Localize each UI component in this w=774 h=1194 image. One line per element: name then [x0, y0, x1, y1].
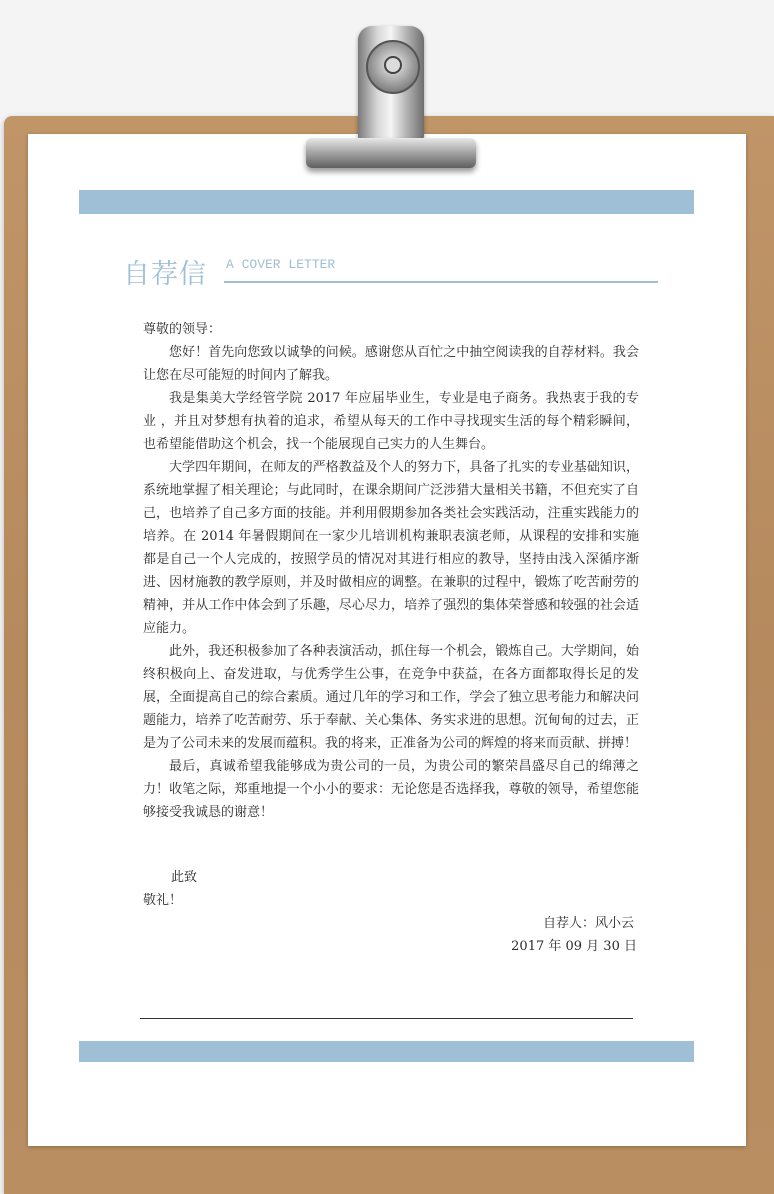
closing-line-1: 此致	[171, 870, 198, 885]
letter-body	[143, 318, 639, 824]
closing-line-2: 敬礼！	[143, 893, 183, 908]
binder-clip-base	[306, 138, 476, 168]
page-subtitle: A COVER LETTER	[226, 257, 336, 272]
paragraph-conclusion: 最后，真诚希望我能够成为贵公司的一员，为贵公司的繁荣昌盛尽自己的绵薄之力！收笔之际，郑重地提一个小小的要求：无论您是否选择我，尊敬的领导，希望您能够接受我诚恳的谢意！	[143, 759, 639, 820]
title-underline	[224, 281, 658, 283]
salutation: 尊敬的领导：	[143, 322, 222, 337]
top-accent-bar	[79, 190, 694, 214]
page-title: 自荐信	[123, 259, 207, 290]
bottom-accent-bar	[79, 1041, 694, 1062]
letter-date: 2017 年 09 月 30 日	[511, 939, 637, 954]
paragraph-greeting: 您好！首先向您致以诚挚的问候。感谢您从百忙之中抽空阅读我的自荐材料。我会让您在尽可能短的时间内了解我。	[143, 345, 639, 383]
paragraph-introduction: 我是集美大学经管学院 2017 年应届毕业生，专业是电子商务。我热衷于我的专业 ，并且对梦想有执着的追求，希望从每天的工作中寻找现实生活的每个精彩瞬间，也希望能借助这个机会，找一个能展现自己实力的人生舞台。	[143, 391, 639, 452]
signer-name: 自荐人：风小云	[542, 916, 634, 931]
paragraph-activities: 此外，我还积极参加了各种表演活动，抓住每一个机会，锻炼自己。大学期间，始终积极向上、奋发进取，与优秀学生公事，在竞争中获益，在各方面都取得长足的发展，全面提高自己的综合素质。通过几年的学习和工作，学会了独立思考能力和解决问题能力，培养了吃苦耐劳、乐于奉献、关心集体、务实求进的思想。沉甸甸的过去，正是为了公司未来的发展而蕴积。我的将来，正准备为公司的辉煌的将来而贡献、拼搏！	[143, 644, 639, 751]
paragraph-university: 大学四年期间，在师友的严格教益及个人的努力下，具备了扎实的专业基础知识，系统地掌握了相关理论；与此同时，在课余期间广泛涉猎大量相关书籍，不但充实了自己，也培养了自己多方面的技能。并利用假期参加各类社会实践活动，注重实践能力的培养。在 2014 年暑假期间在一家少儿培训机构兼职表演老师，从课程的安排和实施都是自己一个人完成的，按照学员的情况对其进行相应的教导，坚持由浅入深循序渐进、因材施教的教学原则，并及时做相应的调整。在兼职的过程中，锻炼了吃苦耐劳的精神，并从工作中体会到了乐趣，尽心尽力，培养了强烈的集体荣誉感和较强的社会适应能力。	[143, 460, 639, 636]
bottom-divider	[140, 1018, 633, 1019]
binder-clip-hole	[384, 56, 402, 74]
